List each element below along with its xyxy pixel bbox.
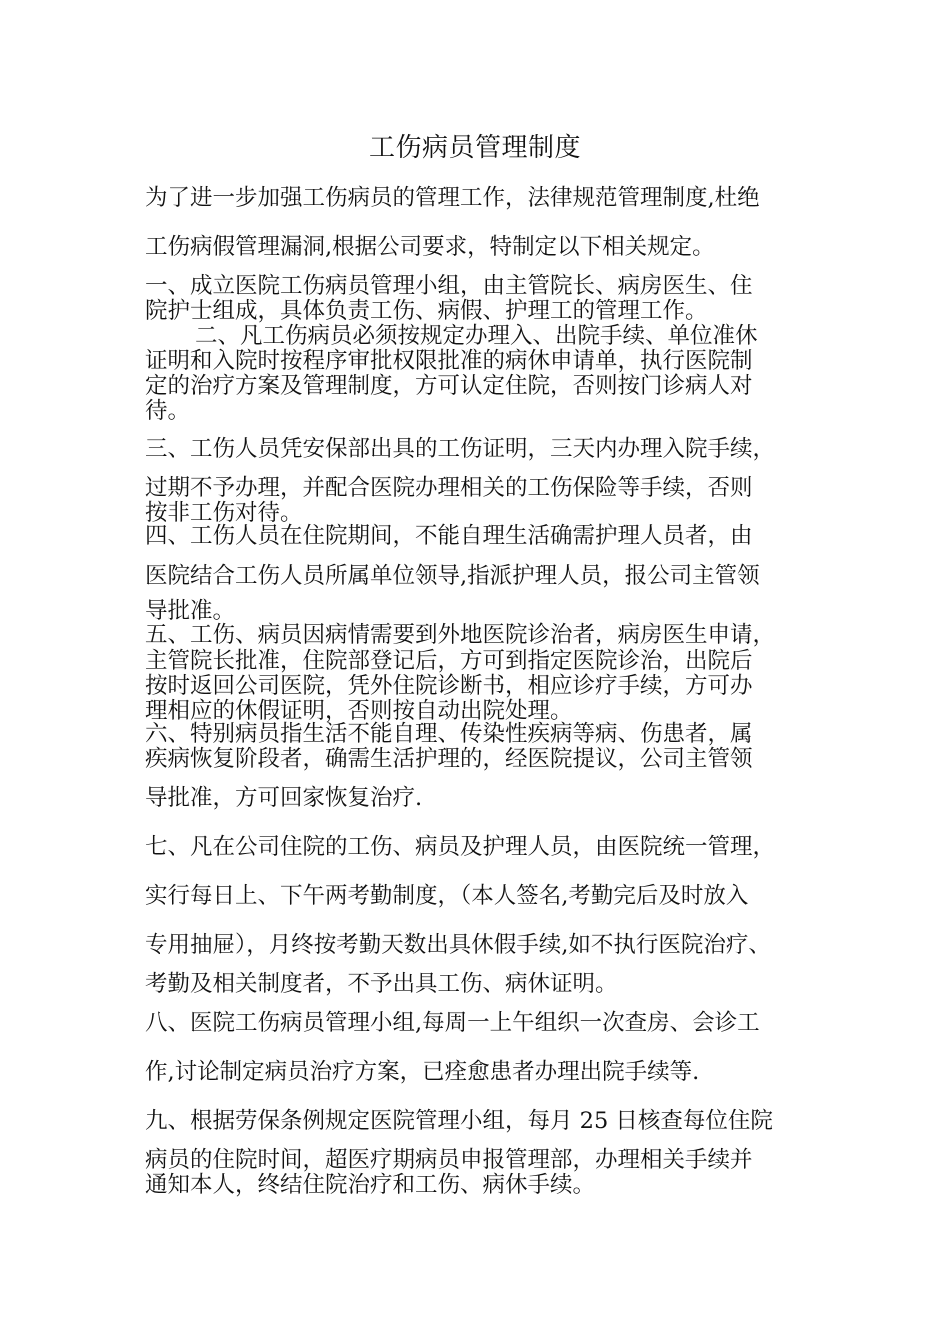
text-line: 七、凡在公司住院的工伤、病员及护理人员，由医院统一管理， <box>145 834 776 860</box>
text-line: 实行每日上、下午两考勤制度，（本人签名,考勤完后及时放入 <box>145 883 749 909</box>
text-line: 作,讨论制定病员治疗方案，已痊愈患者办理出院手续等. <box>145 1059 700 1085</box>
text-line: 主管院长批准，住院部登记后，方可到指定医院诊治，出院后 <box>145 648 753 674</box>
text-line: 定的治疗方案及管理制度，方可认定住院，否则按门诊病人对 <box>145 373 753 399</box>
text-line: 专用抽屉），月终按考勤天数出具休假手续,如不执行医院治疗、 <box>145 932 771 958</box>
text-line: 工伤病假管理漏洞,根据公司要求，特制定以下相关规定。 <box>145 234 715 260</box>
text-line: 九、根据劳保条例规定医院管理小组，每月 25 日核查每位住院 <box>145 1108 773 1134</box>
text-line: 六、特别病员指生活不能自理、传染性疾病等病、伤患者，属 <box>145 721 753 747</box>
text-line: 按时返回公司医院，凭外住院诊断书，相应诊疗手续，方可办 <box>145 673 753 699</box>
text-line: 通知本人，终结住院治疗和工伤、病休手续。 <box>145 1172 596 1198</box>
text-line: 病员的住院时间，超医疗期病员申报管理部，办理相关手续并 <box>145 1147 753 1173</box>
text-line: 院护士组成，具体负责工伤、病假、护理工的管理工作。 <box>145 298 708 324</box>
text-line: 导批准。 <box>145 598 236 624</box>
document-title: 工伤病员管理制度 <box>368 133 581 163</box>
text-line: 导批准，方可回家恢复治疗. <box>145 785 423 811</box>
text-line: 按非工伤对待。 <box>145 500 303 526</box>
text-line: 二、凡工伤病员必须按规定办理入、出院手续、单位准休 <box>195 323 758 349</box>
text-line: 理相应的休假证明，否则按自动出院处理。 <box>145 698 573 724</box>
text-line: 待。 <box>145 398 191 424</box>
text-line: 考勤及相关制度者，不予出具工伤、病休证明。 <box>145 971 618 997</box>
text-line: 三、工伤人员凭安保部出具的工伤证明，三天内办理入院手续， <box>145 436 776 462</box>
text-line: 疾病恢复阶段者，确需生活护理的，经医院提议，公司主管领 <box>145 746 753 772</box>
text-line: 过期不予办理，并配合医院办理相关的工伤保险等手续，否则 <box>145 475 753 501</box>
text-line: 四、工伤人员在住院期间，不能自理生活确需护理人员者，由 <box>145 523 753 549</box>
text-line: 一、成立医院工伤病员管理小组，由主管院长、病房医生、住 <box>145 273 753 299</box>
text-line: 八、医院工伤病员管理小组,每周一上午组织一次查房、会诊工 <box>145 1010 760 1036</box>
text-line: 证明和入院时按程序审批权限批准的病休申请单，执行医院制 <box>145 348 753 374</box>
text-line: 为了进一步加强工伤病员的管理工作，法律规范管理制度,杜绝 <box>145 185 760 211</box>
text-line: 医院结合工伤人员所属单位领导,指派护理人员，报公司主管领 <box>145 563 760 589</box>
text-line: 五、工伤、病员因病情需要到外地医院诊治者，病房医生申请， <box>145 622 776 648</box>
